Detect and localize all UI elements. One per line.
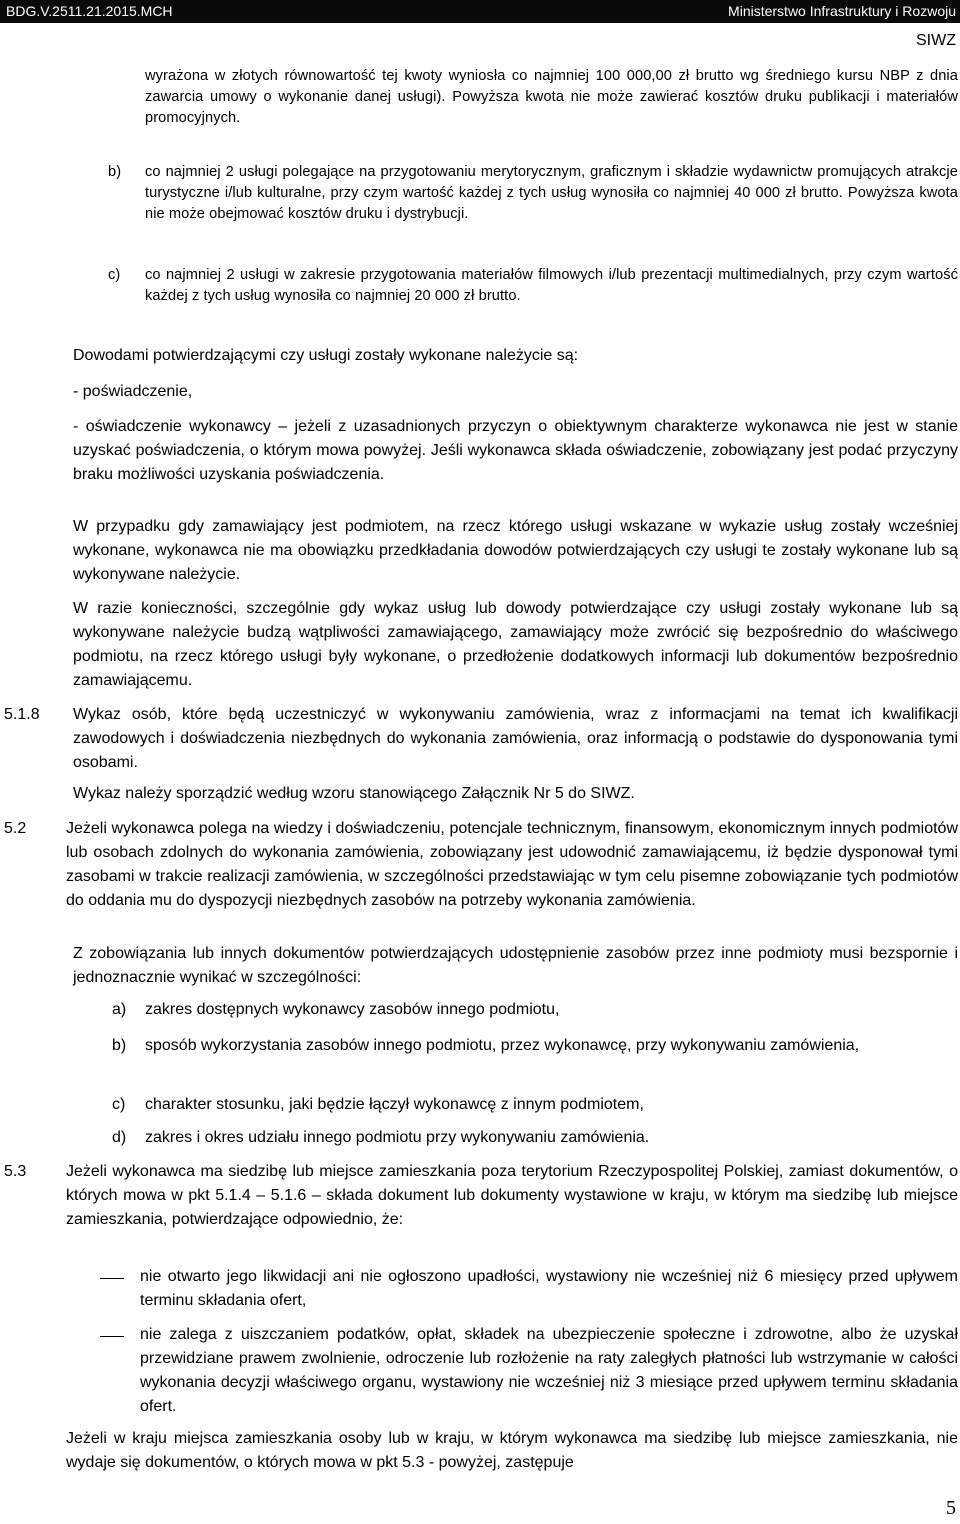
item-c-label: c): [108, 267, 121, 283]
list-item-label: d): [112, 1129, 127, 1146]
section-5-1-8-note: Wykaz należy sporządzić według wzoru stanowiącego Załącznik Nr 5 do SIWZ.: [73, 785, 635, 802]
section-5-3-text: Jeżeli wykonawca ma siedzibę lub miejsce zamieszkania poza terytorium Rzeczypospolitej Polskiej, zamiast dokumentów, o których mowa w pkt 5.1.4 – 5.1.6 – składa dokument lub dokumenty wystawione w kraju, w którym ma siedzibę lub miejsce zamieszkania, potwierdzające odpowiednio, że:: [66, 1163, 958, 1228]
evidence-certificate: - poświadczenie,: [73, 383, 193, 400]
evidence-statement: - oświadczenie wykonawcy – jeżeli z uzasadnionych przyczyn o obiektywnym charakterze wykonawca nie jest w stanie uzyskać poświadczenia, o którym mowa powyżej. Jeśli wykonawca składa oświadczenie, zobowiązany jest podać przyczyny braku możliwości uzyskania poświadczenia.: [73, 418, 958, 483]
item-a-continuation: wyrażona w złotych równowartość tej kwoty wyniosła co najmniej 100 000,00 zł brutto wg średniego kursu NBP z dnia zawarcia umowy o wykonanie danej usługi). Powyższa kwota nie może zawierać kosztów druku publikacji i materiałów promocyjnych.: [145, 68, 958, 126]
list-item-label: b): [112, 1037, 127, 1054]
doc-label: SIWZ: [916, 32, 956, 49]
list-item-text: charakter stosunku, jaki będzie łączył wykonawcę z innym podmiotem,: [145, 1096, 644, 1113]
section-5-3-final: Jeżeli w kraju miejsca zamieszkania osoby lub w kraju, w którym wykonawca ma siedzibę lub miejsce zamieszkania, nie wydaje się dokumentów, o których mowa w pkt 5.3 - powyżej, zastępuje: [66, 1430, 958, 1471]
page-number: 5: [946, 1497, 956, 1519]
section-5-2-number: 5.2: [4, 820, 27, 837]
dash-bullet: [100, 1336, 124, 1337]
list-item-text: [145, 1034, 958, 1058]
page-header: [0, 0, 960, 23]
paragraph-doubts: W razie konieczności, szczególnie gdy wykaz usług lub dowody potwierdzające czy usługi zostały wykonane lub są wykonywane należycie budzą wątpliwości zamawiającego, zamawiający może zwrócić się bezpośrednio do właściwego podmiotu, na rzecz którego usługi były wykonane, o przedłożenie dodatkowych informacji lub dokumentów bezpośrednio zamawiającemu.: [73, 600, 958, 689]
item-c-text: co najmniej 2 usługi w zakresie przygotowania materiałów filmowych i/lub prezentacji multimedialnych, przy czym wartość każdej z tych usług wynosiła co najmniej 20 000 zł brutto.: [145, 267, 958, 304]
item-b-text: co najmniej 2 usługi polegające na przygotowaniu merytorycznym, graficznym i składzie wydawnictw promujących atrakcje turystyczne i/lub kulturalne, przy czym wartość każdej z tych usług wynosiła co najmniej 40 000 zł brutto. Powyższa kwota nie może obejmować kosztów druku i dystrybucji.: [145, 164, 958, 222]
section-5-1-8-number: 5.1.8: [4, 706, 40, 723]
dash-bullet: [100, 1278, 124, 1279]
list-item-text-content: sposób wykorzystania zasobów innego podmiotu, przez wykonawcę, przy wykonywaniu zamówienia,: [145, 1037, 860, 1054]
section-5-2-intro: Z zobowiązania lub innych dokumentów potwierdzających udostępnienie zasobów przez inne podmioty musi bezspornie i jednoznacznie wynikać w szczególności:: [73, 945, 958, 986]
section-5-3-number: 5.3: [4, 1163, 27, 1180]
list-item-label: c): [112, 1096, 126, 1113]
section-5-1-8-text: Wykaz osób, które będą uczestniczyć w wykonywaniu zamówienia, wraz z informacjami na temat ich kwalifikacji zawodowych i doświadczenia niezbędnych do wykonania zamówienia, oraz informacją o podstawie do dysponowania tymi osobami.: [73, 706, 958, 771]
evidence-intro: Dowodami potwierdzającymi czy usługi zostały wykonane należycie są:: [73, 347, 579, 364]
list-item-label: a): [112, 1001, 127, 1018]
paragraph-contracting-party: W przypadku gdy zamawiający jest podmiotem, na rzecz którego usługi wskazane w wykazie usług zostały wcześniej wykonane, wykonawca nie ma obowiązku przedkładania dowodów potwierdzających czy usługi te zostały wykonane lub są wykonywane należycie.: [73, 518, 958, 583]
document-reference: BDG.V.2511.21.2015.MCH: [6, 3, 173, 19]
section-5-2-text: Jeżeli wykonawca polega na wiedzy i doświadczeniu, potencjale technicznym, finansowym, ekonomicznym innych podmiotów lub osobach zdolnych do wykonania zamówienia, zobowiązany jest udowodnić zamawiającemu, iż będzie dysponował tymi zasobami w trakcie realizacji zamówienia, w szczególności przedstawiając w tym celu pisemne zobowiązanie tych podmiotów do oddania mu do dyspozycji niezbędnych zasobów na potrzeby wykonania zamówienia.: [66, 820, 958, 909]
ministry-name: Ministerstwo Infrastruktury i Rozwoju: [728, 3, 956, 19]
item-b-label: b): [108, 164, 122, 180]
bullet-item-text: nie zalega z uiszczaniem podatków, opłat, składek na ubezpieczenie społeczne i zdrowotne, albo że uzyskał przewidziane prawem zwolnienie, odroczenie lub rozłożenie na raty zaległych płatności lub wstrzymanie w całości wykonania decyzji właściwego organu, wystawiony nie wcześniej niż 3 miesiące przed upływem terminu składania ofert.: [140, 1326, 958, 1415]
list-item-text: zakres dostępnych wykonawcy zasobów innego podmiotu,: [145, 1001, 560, 1018]
bullet-item-text: nie otwarto jego likwidacji ani nie ogłoszono upadłości, wystawiony nie wcześniej niż 6 miesięcy przed upływem terminu składania ofert,: [140, 1268, 958, 1309]
list-item-text: zakres i okres udziału innego podmiotu przy wykonywaniu zamówienia.: [145, 1129, 650, 1146]
